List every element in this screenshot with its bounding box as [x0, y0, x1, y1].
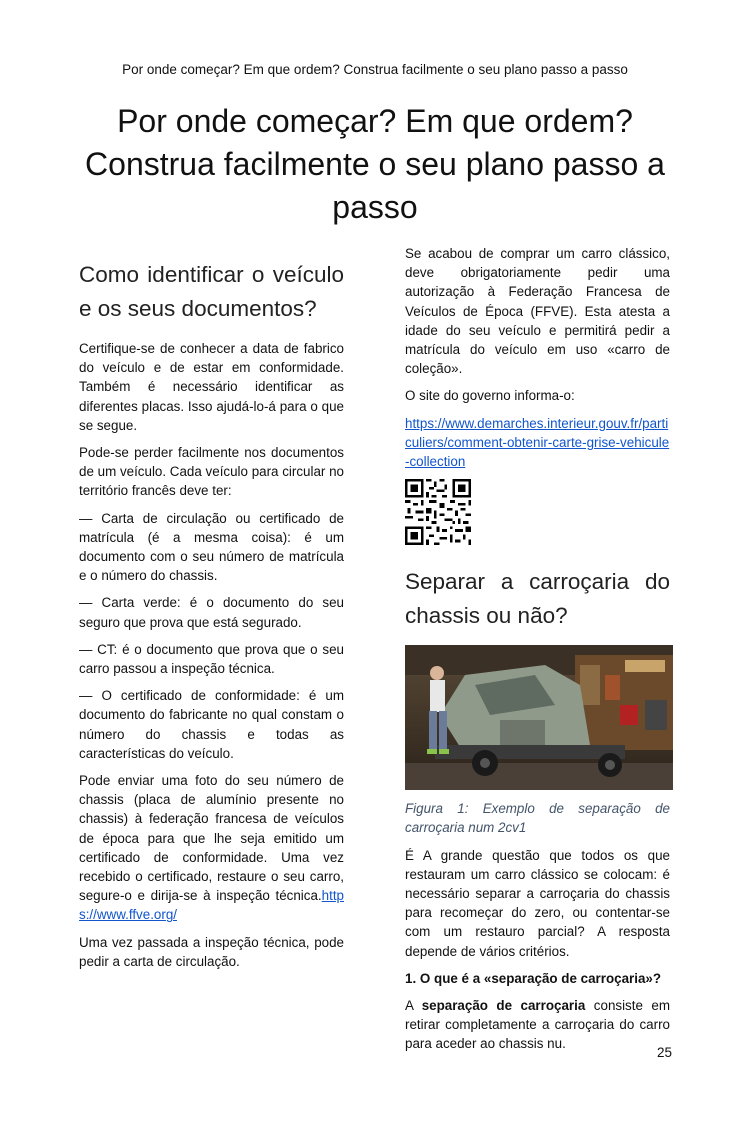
paragraph-text: A: [405, 998, 422, 1014]
paragraph-link: [405, 414, 670, 472]
subheading-text: 1. O que é a «separação de carroçaria»?: [405, 970, 662, 986]
list-item: — CT: é o documento que prova que o seu carro passou a inspeção técnica.: [79, 641, 344, 677]
ffve-link[interactable]: https://www.ffve.org/: [79, 888, 344, 923]
section-heading-separate-body: Separar a carroçaria do chassis ou não?: [405, 569, 670, 629]
paragraph: Uma vez passada a inspeção técnica, pode pedir a carta de circulação.: [79, 934, 344, 969]
subheading: [405, 969, 670, 988]
right-column: [405, 244, 670, 1062]
gov-link[interactable]: https://www.demarches.interieur.gouv.fr/particuliers/comment-obtenir-carte-grise-vehicule-collection: [405, 415, 670, 470]
qr-code-icon[interactable]: [405, 479, 471, 545]
paragraph-text: Pode enviar uma foto do seu número de chassis (placa de alumínio presente no chassis) à federação francesa de veículos de época para que lhe seja emitido um certificado de conformidade. Uma vez recebido o certificado, restaure o seu carro, segure-o e dirija-se à inspeção técnica.: [79, 773, 344, 904]
paragraph: Se acabou de comprar um carro clássico, deve obrigatoriamente pedir uma autorização à Federação Francesa de Veículos de Época (FFVE). Esta atesta a idade do seu veículo e permitirá pedir a matrícula do veículo em uso «carro de coleção».: [405, 246, 670, 377]
paragraph: O site do governo informa-o:: [405, 388, 575, 404]
paragraph-with-link: [79, 771, 344, 925]
section-heading-identify-vehicle: Como identificar o veículo e os seus documentos?: [79, 262, 344, 321]
list-item: — O certificado de conformidade: é um documento do fabricante no qual constam o número do chassis e todas as características do veículo.: [79, 688, 344, 761]
page-title: Por onde começar? Em que ordem? Construa facilmente o seu plano passo a passo: [85, 103, 665, 225]
paragraph: É A grande questão que todos os que restauram um carro clássico se colocam: é necessário separar a carroçaria do chassis para recomeçar do zero, ou contentar-se com um restauro parcial? A resposta depende de vários critérios.: [405, 847, 670, 959]
paragraph-text: consiste em retirar completamente a carroçaria do carro para aceder ao chassis nu.: [405, 998, 671, 1052]
left-column: [79, 244, 344, 979]
running-header: Por onde começar? Em que ordem? Construa facilmente o seu plano passo a passo: [122, 62, 628, 77]
list-item: — Carta verde: é o documento do seu seguro que prova que está segurado.: [79, 595, 344, 630]
paragraph: Pode-se perder facilmente nos documentos de um veículo. Cada veículo para circular no território francês deve ter:: [79, 445, 344, 499]
figure-caption: Figura 1: Exemplo de separação de carroçaria num 2cv1: [405, 801, 670, 836]
page-number: 25: [656, 1045, 672, 1060]
paragraph: Certifique-se de conhecer a data de fabrico do veículo e de estar em conformidade. Também é necessário identificar as diferentes placas. Isso ajudá-lo-á para o que se segue.: [79, 341, 344, 433]
list-item: — Carta de circulação ou certificado de matrícula (é a mesma coisa): é um documento com o seu número de matrícula e o número do chassis.: [79, 510, 344, 584]
bold-term: separação de carroçaria: [421, 998, 586, 1014]
paragraph-with-bold: [405, 996, 670, 1054]
workshop-photo: [405, 645, 673, 790]
